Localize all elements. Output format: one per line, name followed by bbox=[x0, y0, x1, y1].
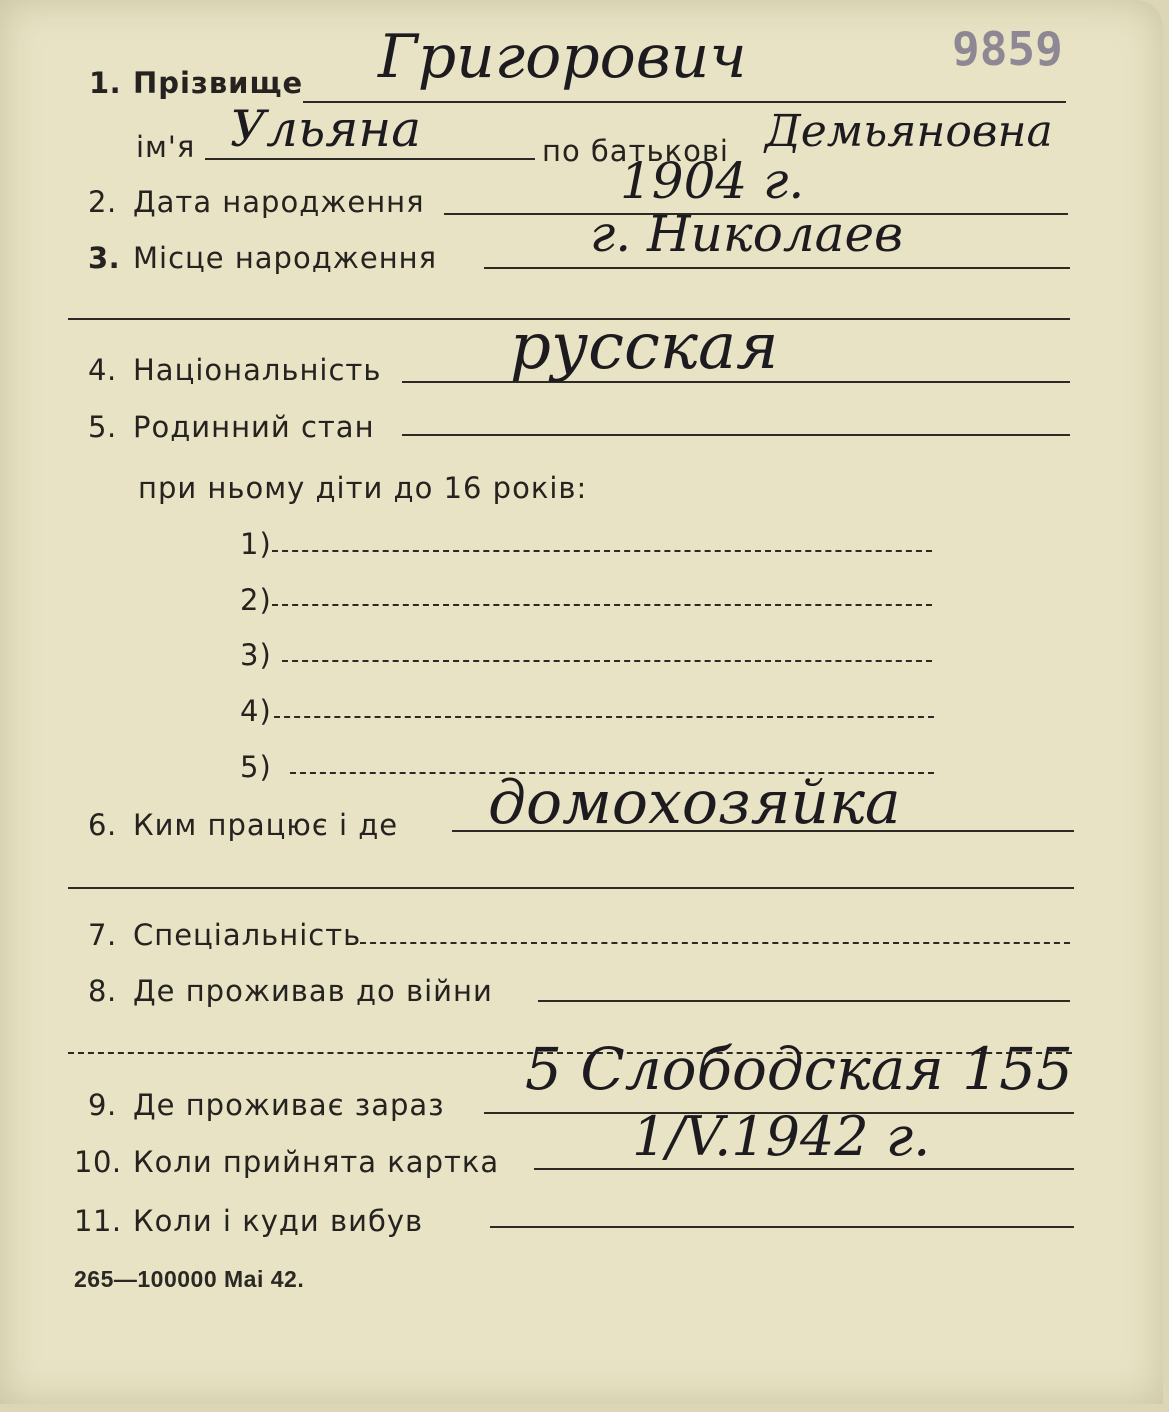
field-3-line bbox=[484, 267, 1070, 269]
name-value: Ульяна bbox=[230, 100, 422, 158]
field-6-label: Ким працює і де bbox=[133, 808, 399, 842]
field-7-number: 7. bbox=[88, 918, 117, 952]
child-2-label: 2) bbox=[240, 583, 272, 617]
field-7-line bbox=[360, 942, 1070, 944]
child-3-label: 3) bbox=[240, 638, 272, 672]
field-9-number: 9. bbox=[88, 1088, 117, 1122]
field-1-value: Григорович bbox=[378, 22, 747, 92]
field-8-number: 8. bbox=[88, 974, 117, 1008]
name-line bbox=[205, 158, 535, 160]
child-2-line bbox=[272, 604, 932, 606]
field-6-extra-line bbox=[68, 887, 1074, 889]
field-10-number: 10. bbox=[74, 1145, 122, 1179]
field-9-label: Де проживає зараз bbox=[133, 1088, 445, 1122]
name-label: ім'я bbox=[136, 130, 196, 164]
child-3-line bbox=[282, 660, 932, 662]
field-5-line bbox=[402, 434, 1070, 436]
field-9-value: 5 Слободская 155 bbox=[525, 1035, 1073, 1103]
field-6-number: 6. bbox=[88, 808, 117, 842]
card-number-stamp: 9859 bbox=[952, 22, 1063, 76]
field-6-value: домохозяйка bbox=[488, 768, 901, 838]
field-3-value: г. Николаев bbox=[590, 205, 904, 263]
field-10-value: 1/V.1942 г. bbox=[632, 1105, 931, 1168]
print-run-footer: 265—100000 Mai 42. bbox=[74, 1266, 305, 1292]
field-3-label: Місце народження bbox=[133, 241, 438, 275]
field-1-number: 1. bbox=[89, 66, 122, 100]
child-4-label: 4) bbox=[240, 694, 272, 728]
field-5-number: 5. bbox=[88, 410, 117, 444]
field-11-label: Коли і куди вибув bbox=[133, 1204, 424, 1238]
field-8-label: Де проживав до війни bbox=[133, 974, 493, 1008]
field-4-number: 4. bbox=[88, 353, 117, 387]
field-7-label: Спеціальність bbox=[133, 918, 362, 952]
patronymic-label: по батькові bbox=[542, 134, 729, 168]
field-4-value: русская bbox=[510, 310, 779, 384]
child-1-label: 1) bbox=[240, 527, 272, 561]
field-10-label: Коли прийнята картка bbox=[133, 1145, 500, 1179]
field-2-number: 2. bbox=[88, 185, 117, 219]
field-4-label: Національність bbox=[133, 353, 382, 387]
children-label: при ньому діти до 16 років: bbox=[138, 471, 588, 505]
field-5-label: Родинний стан bbox=[133, 410, 375, 444]
field-10-line bbox=[534, 1168, 1074, 1170]
child-5-label: 5) bbox=[240, 750, 272, 784]
child-1-line bbox=[272, 550, 932, 552]
field-2-value: 1904 г. bbox=[620, 152, 805, 210]
field-1-label: Прізвище bbox=[133, 66, 304, 100]
field-3-number: 3. bbox=[88, 241, 121, 275]
field-2-label: Дата народження bbox=[133, 185, 425, 219]
field-8-line bbox=[538, 1000, 1070, 1002]
field-11-number: 11. bbox=[74, 1204, 122, 1238]
field-11-line bbox=[490, 1226, 1074, 1228]
patronymic-value: Демьяновна bbox=[765, 106, 1053, 157]
child-4-line bbox=[274, 716, 934, 718]
